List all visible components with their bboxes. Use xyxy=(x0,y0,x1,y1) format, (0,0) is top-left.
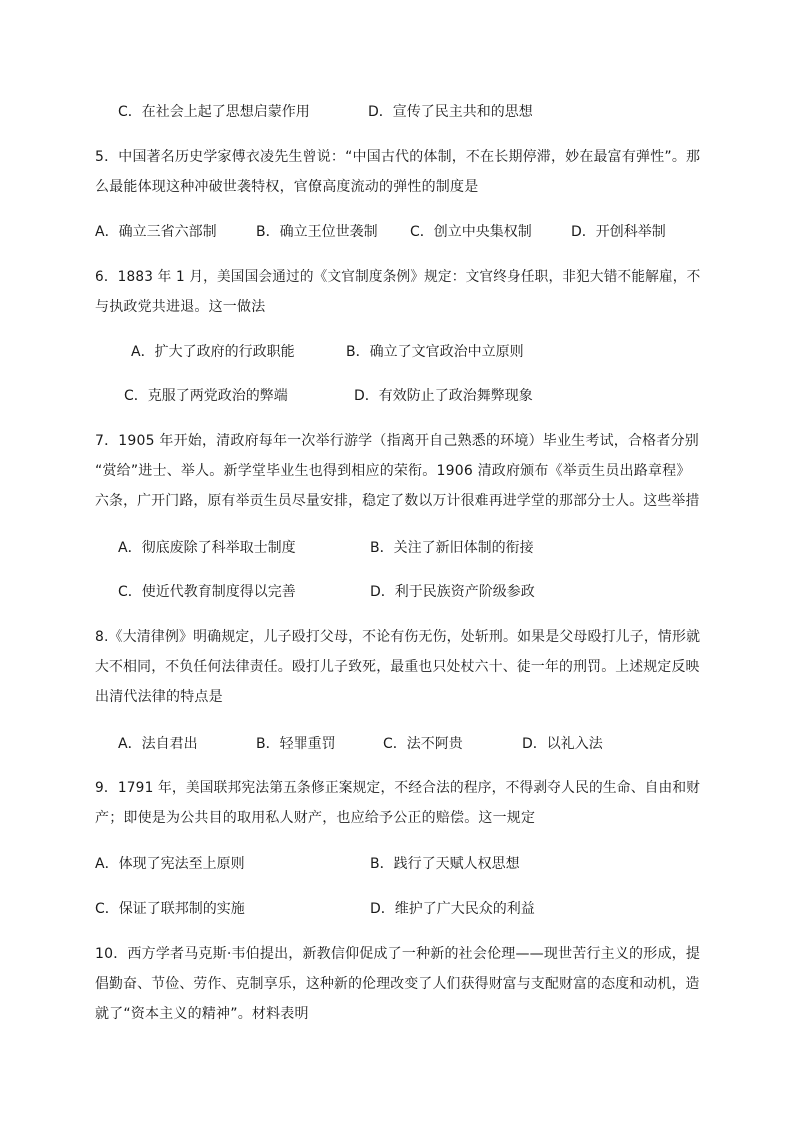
q9-stem-line-1: 9．1791 年，美国联邦宪法第五条修正案规定，不经合法的程序，不得剥夺人民的生命、自由和财 xyxy=(95,780,701,796)
q9-stem-line-2: 产；即使是为公共目的取用私人财产，也应给予公正的赔偿。这一规定 xyxy=(95,810,536,826)
q9-option-a: A．体现了宪法至上原则 xyxy=(95,856,245,872)
q9-option-b: B．践行了天赋人权思想 xyxy=(370,856,520,872)
q7-stem-line-2: “赏给”进士、举人。新学堂毕业生也得到相应的荣衔。1906 清政府颁布《举贡生员出路章程》 xyxy=(95,463,691,479)
q8-stem-line-1: 8.《大清律例》明确规定，儿子殴打父母，不论有伤无伤，处斩刑。如果是父母殴打儿子，情形就 xyxy=(95,629,701,645)
q6-option-d: D．有效防止了政治舞弊现象 xyxy=(354,388,533,404)
q7-option-c: C．使近代教育制度得以完善 xyxy=(118,584,296,600)
q8-option-c: C．法不阿贵 xyxy=(383,736,463,752)
q9-option-c: C．保证了联邦制的实施 xyxy=(95,901,245,917)
q5-option-d: D．开创科举制 xyxy=(571,224,666,240)
q5-stem-line-2: 么最能体现这种冲破世袭特权，官僚高度流动的弹性的制度是 xyxy=(95,179,479,195)
q10-stem-line-2: 倡勤奋、节俭、劳作、克制享乐，这种新的伦理改变了人们获得财富与支配财富的态度和动机，造 xyxy=(95,976,700,992)
q8-option-a: A．法自君出 xyxy=(118,736,198,752)
q9-option-d: D．维护了广大民众的利益 xyxy=(370,901,535,917)
q10-stem-line-1: 10．西方学者马克斯·韦伯提出，新教信仰促成了一种新的社会伦理——现世苦行主义的形成，提 xyxy=(95,946,701,962)
q4-option-d: D．宣传了民主共和的思想 xyxy=(368,104,533,120)
q7-stem-line-3: 六条，广开门路，原有举贡生员尽量安排，稳定了数以万计很难再进学堂的那部分士人。这些举措 xyxy=(95,493,700,509)
q6-option-c: C．克服了两党政治的弊端 xyxy=(124,388,288,404)
q8-option-d: D．以礼入法 xyxy=(522,736,603,752)
q7-stem-line-1: 7．1905 年开始，清政府每年一次举行游学（指离开自己熟悉的环境）毕业生考试，合格者分别 xyxy=(95,433,699,449)
q6-option-a: A．扩大了政府的行政职能 xyxy=(131,344,295,360)
q5-option-c: C．创立中央集权制 xyxy=(410,224,532,240)
q8-stem-line-2: 大不相同，不负任何法律责任。殴打儿子致死，最重也只处杖六十、徒一年的刑罚。上述规定反映 xyxy=(95,659,700,675)
q5-option-a: A．确立三省六部制 xyxy=(95,224,217,240)
q7-option-a: A．彻底废除了科举取士制度 xyxy=(118,540,296,556)
q10-stem-line-3: 就了“资本主义的精神”。材料表明 xyxy=(95,1006,309,1022)
q5-option-b: B．确立王位世袭制 xyxy=(256,224,378,240)
q4-option-c: C．在社会上起了思想启蒙作用 xyxy=(118,104,310,120)
q6-stem-line-1: 6．1883 年 1 月，美国国会通过的《文官制度条例》规定：文官终身任职，非犯大错不能解雇，不 xyxy=(95,269,701,285)
q5-stem-line-1: 5．中国著名历史学家傅衣凌先生曾说：“中国古代的体制，不在长期停滞，妙在最富有弹性”。那 xyxy=(95,149,701,165)
q7-option-b: B．关注了新旧体制的衔接 xyxy=(370,540,534,556)
q6-option-b: B．确立了文官政治中立原则 xyxy=(346,344,524,360)
q8-stem-line-3: 出清代法律的特点是 xyxy=(95,689,223,705)
q6-stem-line-2: 与执政党共进退。这一做法 xyxy=(95,299,266,315)
q7-option-d: D．利于民族资产阶级参政 xyxy=(370,584,535,600)
q8-option-b: B．轻罪重罚 xyxy=(256,736,336,752)
